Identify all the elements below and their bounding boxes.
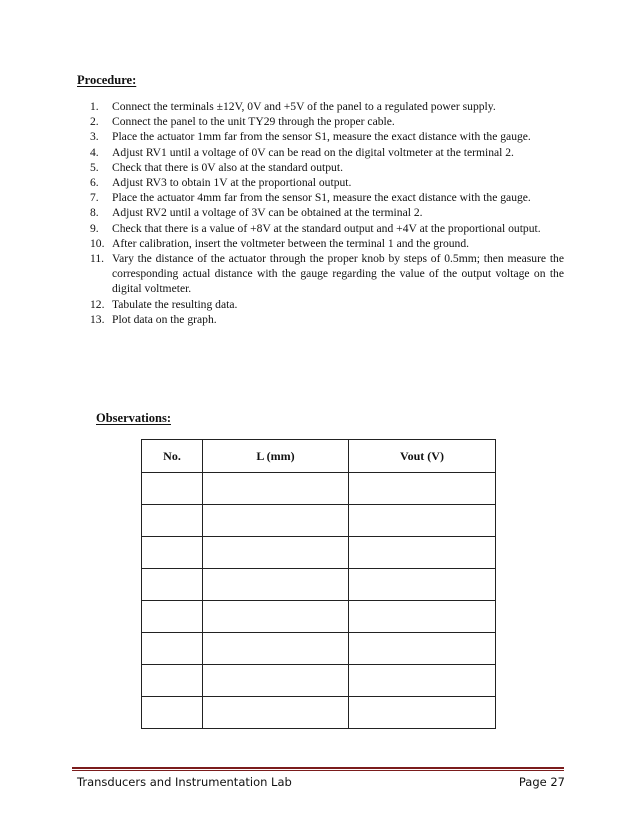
table-cell [203,601,349,633]
procedure-step [90,145,564,160]
procedure-step [90,251,564,297]
step-text: Place the actuator 1mm far from the sensor S1, measure the exact distance with the gauge. [112,130,531,144]
step-number: 4. [90,145,99,159]
table-cell [142,473,203,505]
step-text: Plot data on the graph. [112,312,217,326]
table-cell [349,473,496,505]
table-cell [349,601,496,633]
procedure-step [90,160,564,175]
step-number: 13. [90,312,105,326]
step-number: 1. [90,100,99,113]
table-cell [142,697,203,729]
procedure-step [90,175,564,190]
table-cell [349,633,496,665]
column-header-length: L (mm) [203,440,349,473]
table-cell [203,505,349,537]
table-cell [349,569,496,601]
table-cell [142,537,203,569]
step-number: 2. [90,115,99,129]
table-cell [349,505,496,537]
step-text: Check that there is 0V also at the standard output. [112,160,343,174]
step-text: Connect the panel to the unit TY29 through the proper cable. [112,115,395,129]
table-row [142,665,496,697]
table-cell [203,537,349,569]
table-cell [142,665,203,697]
observations-heading: Observations: [96,411,171,425]
step-text: Adjust RV1 until a voltage of 0V can be read on the digital voltmeter at the terminal 2. [112,145,514,159]
observations-table [141,439,496,729]
table-cell [349,537,496,569]
procedure-heading: Procedure: [77,73,137,87]
footer-rule [72,767,564,769]
procedure-step [90,99,564,114]
table-row [142,601,496,633]
table-cell [349,665,496,697]
procedure-step [90,114,564,129]
step-number: 12. [90,297,105,311]
step-text: Adjust RV3 to obtain 1V at the proportional output. [112,176,352,190]
table-cell [142,601,203,633]
step-number: 7. [90,191,99,205]
step-text: Check that there is a value of +8V at the standard output and +4V at the proportional output. [112,221,541,235]
procedure-steps-list [90,99,564,327]
procedure-step [90,205,564,220]
step-number: 6. [90,176,99,190]
step-text: Connect the terminals ±12V, 0V and +5V of the panel to a regulated power supply. [112,100,496,113]
table-row [142,569,496,601]
table-row [142,537,496,569]
table-row [142,473,496,505]
procedure-step [90,312,564,327]
table-row [142,697,496,729]
procedure-step [90,221,564,236]
step-number: 11. [90,252,105,266]
footer-page-number: Page 27 [518,775,565,789]
table-cell [142,569,203,601]
step-number: 5. [90,160,99,174]
table-cell [203,665,349,697]
procedure-step [90,129,564,144]
procedure-step [90,297,564,312]
step-text: Place the actuator 4mm far from the sensor S1, measure the exact distance with the gauge. [112,191,531,205]
table-row [142,633,496,665]
step-number: 3. [90,130,99,144]
table-cell [142,505,203,537]
table-cell [203,473,349,505]
procedure-step [90,190,564,205]
step-text: Vary the distance of the actuator through the proper knob by steps of 0.5mm; then measure the corresponding actual distance with the gauge regarding the value of the output voltage on the digital voltmeter. [112,252,564,296]
step-text: Adjust RV2 until a voltage of 3V can be obtained at the terminal 2. [112,206,423,220]
footer-rule-thin [72,770,564,771]
procedure-step [90,236,564,251]
table-cell [203,569,349,601]
step-text: Tabulate the resulting data. [112,297,238,311]
step-text: After calibration, insert the voltmeter between the terminal 1 and the ground. [112,236,470,250]
column-header-no: No. [142,440,203,473]
table-header-row [142,440,496,473]
step-number: 9. [90,221,99,235]
table-cell [203,633,349,665]
table-cell [142,633,203,665]
table-cell [203,697,349,729]
column-header-vout: Vout (V) [349,440,496,473]
step-number: 8. [90,206,99,220]
footer-lab-title: Transducers and Instrumentation Lab [77,775,292,789]
table-row [142,505,496,537]
table-cell [349,697,496,729]
step-number: 10. [90,236,105,250]
